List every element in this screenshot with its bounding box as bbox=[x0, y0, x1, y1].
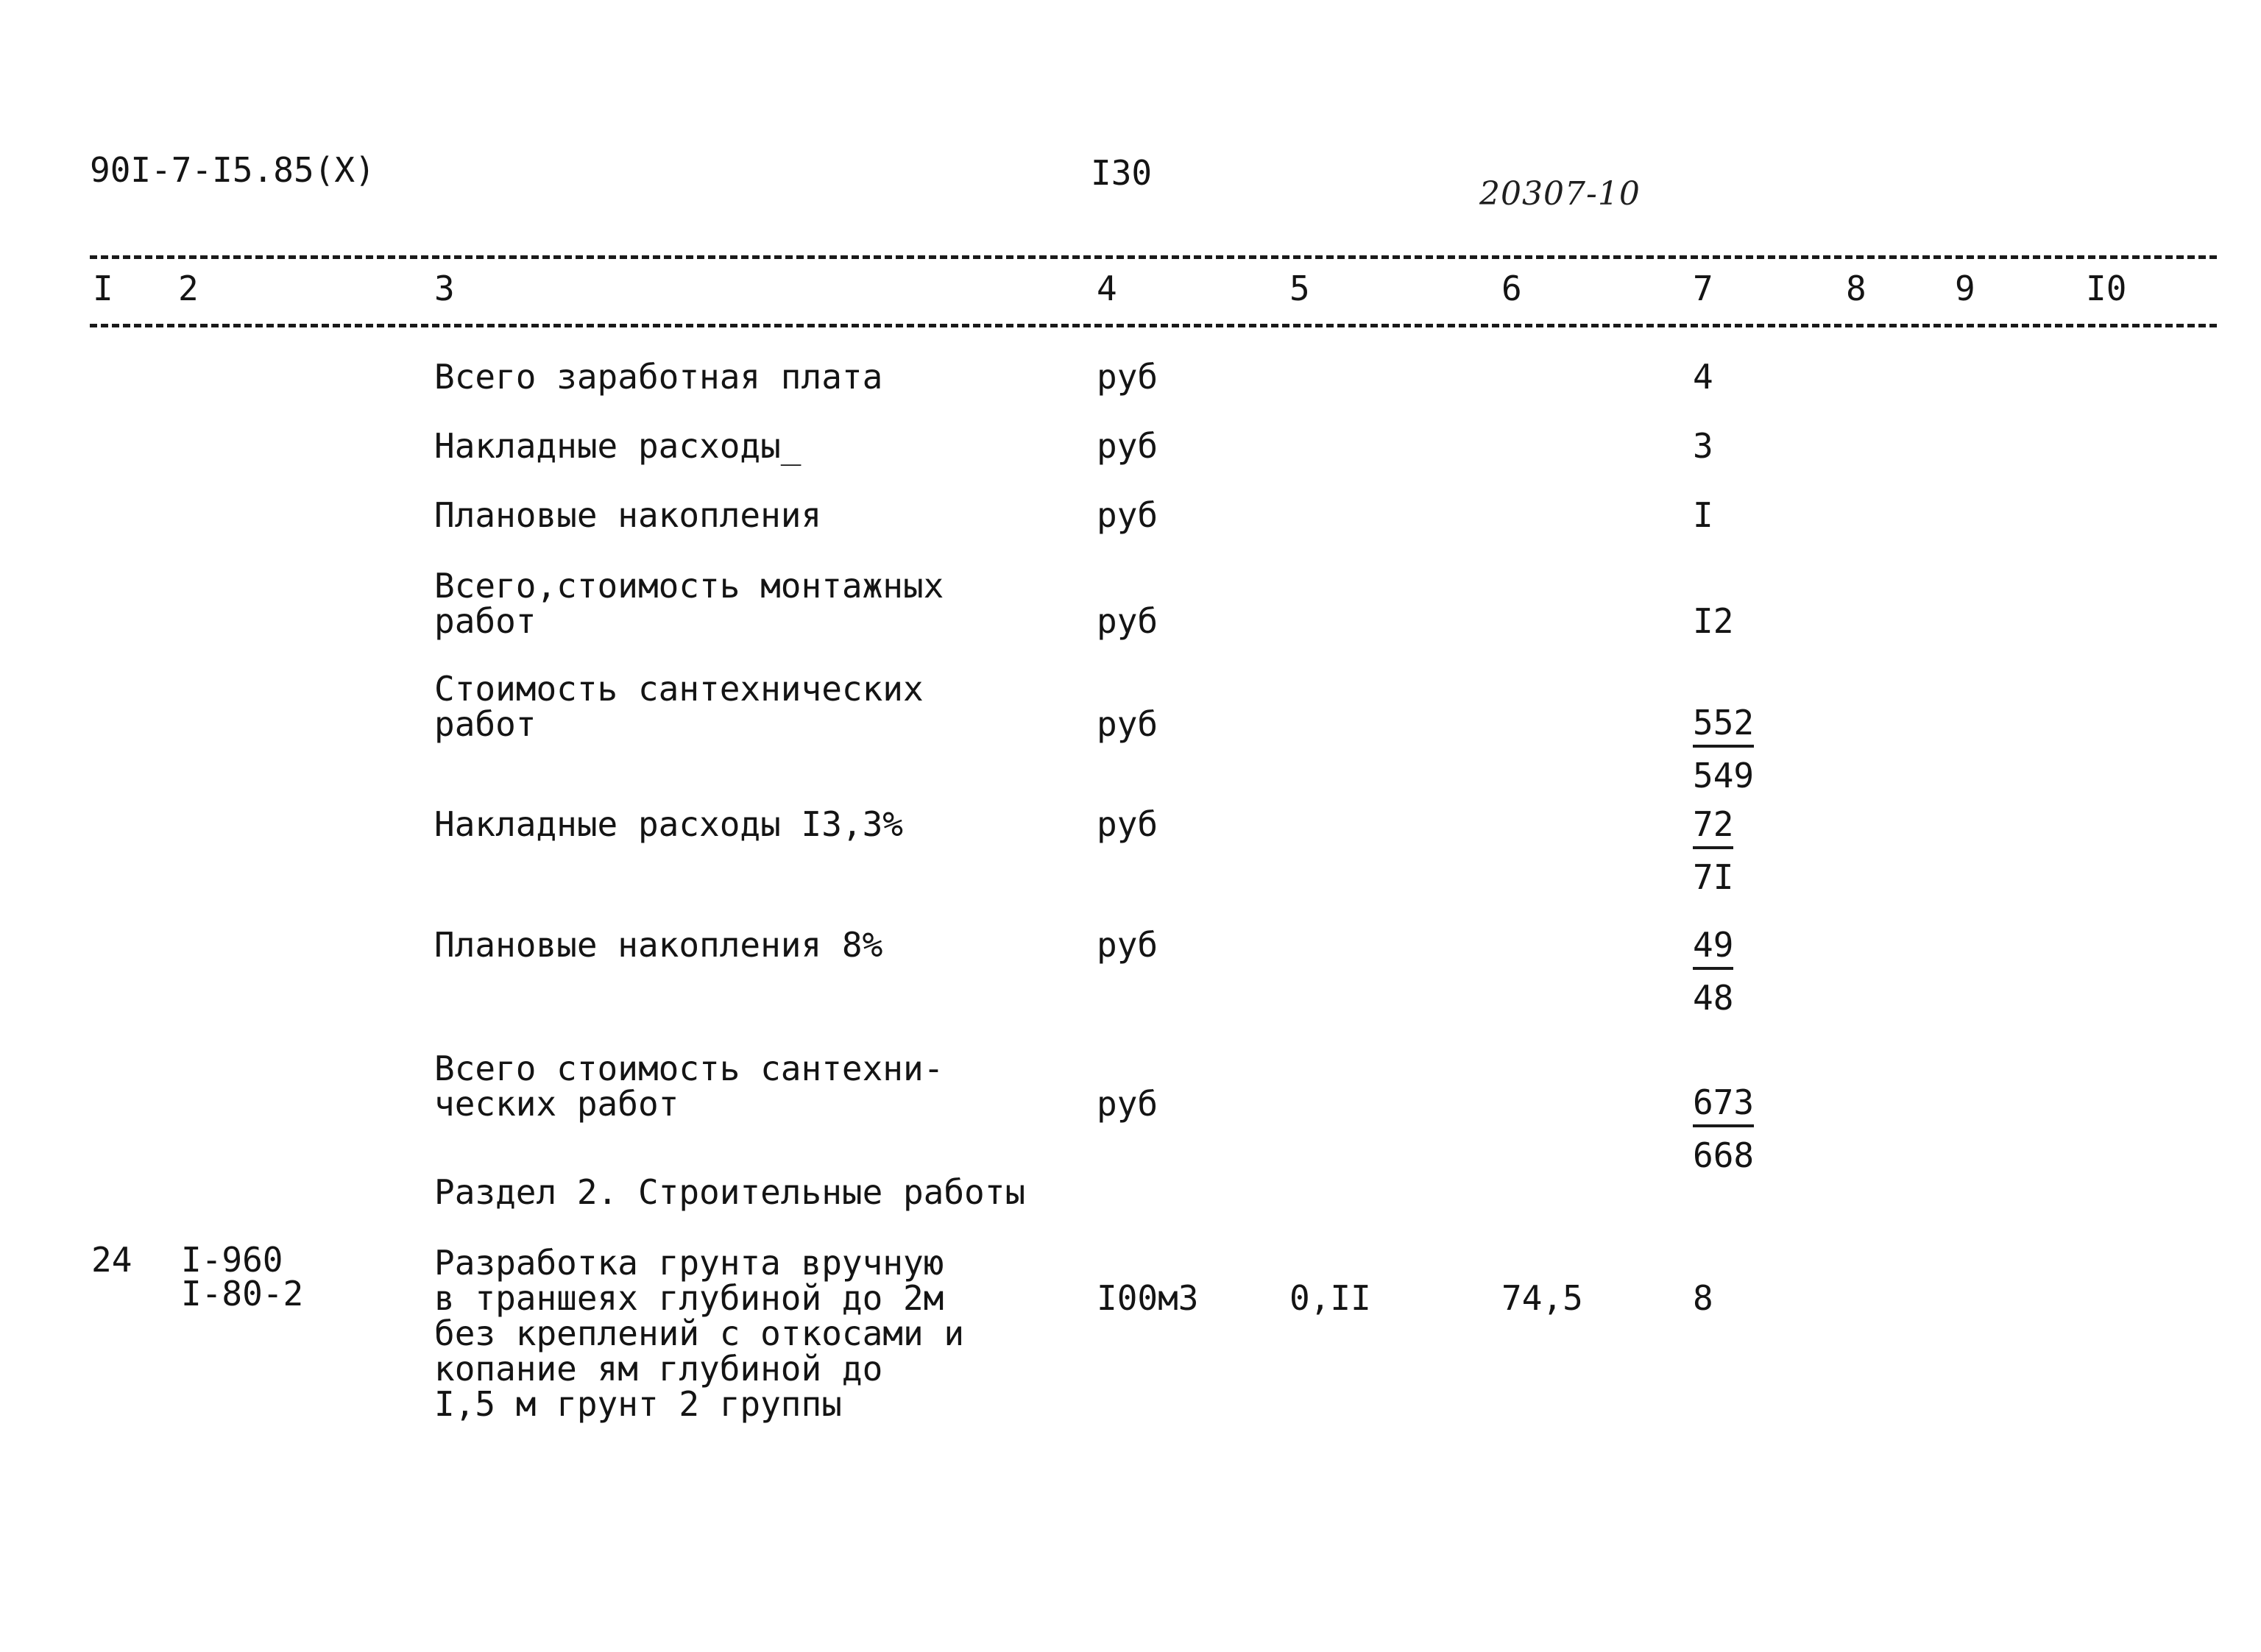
handwritten-note: 20307-10 bbox=[1479, 175, 1641, 213]
row-value-bottom: 668 bbox=[1693, 1135, 1755, 1175]
document-code: 90I-7-I5.85(X) bbox=[90, 150, 375, 190]
item-number: 24 bbox=[91, 1240, 132, 1280]
row-unit: руб bbox=[1097, 357, 1158, 397]
row-name-line: Всего,стоимость монтажных bbox=[434, 566, 944, 606]
row-unit: руб bbox=[1097, 495, 1158, 535]
row-name-line: Всего стоимость сантехни- bbox=[434, 1049, 944, 1088]
row-value-top: 72 bbox=[1693, 806, 1733, 849]
column-number-3: 3 bbox=[434, 269, 455, 308]
row-unit: руб bbox=[1097, 804, 1158, 844]
row-name: Всего заработная плата bbox=[434, 357, 883, 397]
item-code: I-80-2 bbox=[181, 1274, 304, 1314]
item-description-line: Разработка грунта вручную bbox=[434, 1243, 944, 1283]
item-unit-price: 74,5 bbox=[1501, 1278, 1583, 1318]
row-name: Плановые накопления 8% bbox=[434, 925, 883, 965]
row-name-line: работ bbox=[434, 704, 537, 744]
column-number-9: 9 bbox=[1955, 269, 1975, 308]
item-code: I-960 bbox=[181, 1240, 283, 1280]
row-value: 3 bbox=[1693, 426, 1713, 466]
row-value: I bbox=[1693, 495, 1713, 535]
column-number-6: 6 bbox=[1501, 269, 1522, 308]
row-value: I2 bbox=[1693, 601, 1734, 641]
column-number-8: 8 bbox=[1846, 269, 1867, 308]
row-name-line: Стоимость сантехнических bbox=[434, 669, 924, 709]
header-rule-bottom bbox=[90, 324, 2217, 327]
column-number-4: 4 bbox=[1097, 269, 1117, 308]
row-name: Накладные расходы_ bbox=[434, 426, 802, 466]
row-value-fraction bbox=[1693, 925, 1765, 1018]
column-number-7: 7 bbox=[1693, 269, 1713, 308]
row-value-bottom: 48 bbox=[1693, 978, 1734, 1018]
item-description-line: без креплений с откосами и bbox=[434, 1314, 965, 1353]
item-description-line: в траншеях глубиной до 2м bbox=[434, 1278, 944, 1318]
row-value-bottom: 549 bbox=[1693, 756, 1755, 795]
column-number-1: I bbox=[93, 269, 113, 308]
column-number-10: I0 bbox=[2086, 269, 2127, 308]
header-rule-top bbox=[90, 255, 2217, 259]
row-unit: руб bbox=[1097, 925, 1158, 965]
page-number: I30 bbox=[1091, 153, 1153, 193]
column-number-5: 5 bbox=[1289, 269, 1310, 308]
row-name: Плановые накопления bbox=[434, 495, 822, 535]
item-unit: I00м3 bbox=[1097, 1278, 1199, 1318]
row-unit: руб bbox=[1097, 601, 1158, 641]
row-value-top: 673 bbox=[1693, 1085, 1754, 1127]
row-unit: руб bbox=[1097, 426, 1158, 466]
row-value-fraction bbox=[1693, 705, 1765, 793]
item-description-line: копание ям глубиной до bbox=[434, 1349, 883, 1389]
item-quantity: 0,II bbox=[1289, 1278, 1371, 1318]
row-value-top: 552 bbox=[1693, 705, 1754, 748]
row-value-fraction bbox=[1693, 806, 1765, 895]
row-unit: руб bbox=[1097, 704, 1158, 744]
row-value: 4 bbox=[1693, 357, 1713, 397]
row-name-line: работ bbox=[434, 601, 537, 641]
item-total: 8 bbox=[1693, 1278, 1713, 1318]
row-value-fraction bbox=[1693, 1082, 1765, 1175]
row-value-bottom: 7I bbox=[1693, 857, 1734, 897]
row-value-top: 49 bbox=[1693, 927, 1733, 970]
row-name-line: ческих работ bbox=[434, 1084, 679, 1124]
row-unit: руб bbox=[1097, 1084, 1158, 1124]
item-description-line: I,5 м грунт 2 группы bbox=[434, 1384, 842, 1424]
column-number-2: 2 bbox=[178, 269, 199, 308]
section-title: Раздел 2. Строительные работы bbox=[434, 1172, 1026, 1212]
row-name: Накладные расходы I3,3% bbox=[434, 804, 903, 844]
